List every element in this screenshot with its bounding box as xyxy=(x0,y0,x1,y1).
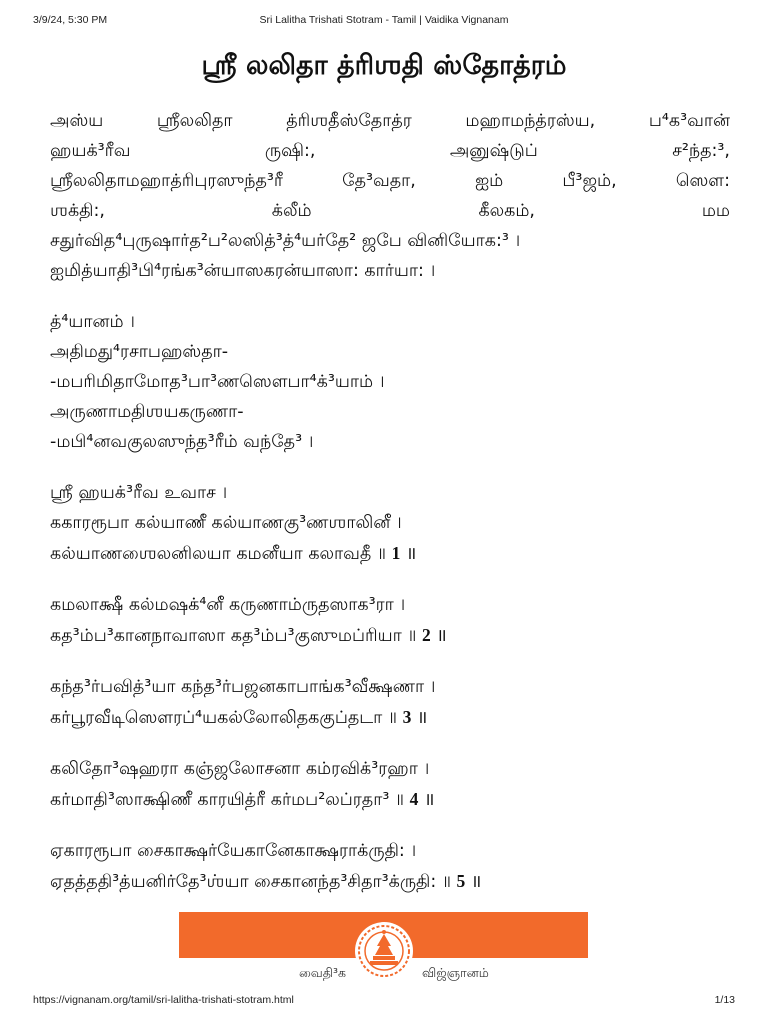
text-line: கமலாக்ஷீ கல்மஷக்⁴னீ கருணாம்ருதஸாக³ரா । xyxy=(50,595,406,615)
verse-1 xyxy=(50,478,730,569)
verse-text: கல்யாணஶைலனிலயா கமனீயா கலாவதீ ॥ xyxy=(50,544,387,564)
text-line: கல்யாணஶைலனிலயா கமனீயா கலாவதீ ॥ 1 ॥ xyxy=(50,543,417,564)
verse-4 xyxy=(50,754,730,815)
print-header xyxy=(33,14,735,30)
verse-number: 1 xyxy=(391,543,401,563)
verse-text: கர்பூரவீடிஸௌரப்⁴யகல்லோலிதககுப்தடா ॥ xyxy=(50,708,398,728)
text-line: அருணாமதிஶயகருணா- xyxy=(50,402,244,422)
text-line: ஶ்ரீ ஹயக்³ரீவ உவாச । xyxy=(50,483,228,503)
text-line: ஶ்ரீலலிதாமஹாத்ரிபுரஸுந்த³ரீ தே³வதா, ஐம் பீ³ஜம், ஸௌ: xyxy=(50,171,730,191)
stotram-content xyxy=(50,106,730,918)
source-url: https://vignanam.org/tamil/sri-lalitha-trishati-stotram.html xyxy=(33,994,294,1006)
text-line: கந்த³ர்பவித்³யா கந்த³ர்பஜனகாபாங்க³வீக்ஷணா । xyxy=(50,677,436,697)
logo-word-vaidika: வைதி³க xyxy=(298,965,346,980)
text-line: ககாரரூபா கல்யாணீ கல்யாணகு³ணஶாலினீ । xyxy=(50,513,402,533)
dhyanam-section xyxy=(50,307,730,457)
verse-number: 4 xyxy=(409,789,419,809)
text-line: த்⁴யானம் । xyxy=(50,312,135,332)
verse-number: 2 xyxy=(421,625,431,645)
verse-5 xyxy=(50,836,730,897)
text-line: அதிமது⁴ரசாபஹஸ்தா- xyxy=(50,342,229,362)
print-datetime: 3/9/24, 5:30 PM xyxy=(33,14,108,26)
page-number: 1/13 xyxy=(714,994,735,1006)
text-line: கலிதோ³ஷஹரா கஞ்ஜலோசனா கம்ரவிக்³ரஹா । xyxy=(50,759,430,779)
print-document-title: Sri Lalitha Trishati Stotram - Tamil | Vaidika Vignanam xyxy=(259,14,509,26)
text-line: -மபி⁴னவகுலஸுந்த³ரீம் வந்தே³ । xyxy=(50,432,314,452)
text-line: ஶக்தி:, க்லீம் கீலகம், மம xyxy=(50,201,730,221)
text-line: கர்பூரவீடிஸௌரப்⁴யகல்லோலிதககுப்தடா ॥ 3 ॥ xyxy=(50,707,428,728)
verse-text: ஏதத்ததி³த்யனிர்தே³ஶ்யா சைகானந்த³சிதா³க்ருதி: ॥ xyxy=(50,872,451,892)
text-line: கர்மாதி³ஸாக்ஷிணீ காரயித்ரீ கர்மப²லப்ரதா³ ॥ 4 ॥ xyxy=(50,789,435,810)
logo-word-vignanam: விஜ்ஞானம் xyxy=(422,965,489,980)
intro-paragraph xyxy=(50,106,730,286)
text-line: ஹயக்³ரீவ ருஷி:, அனுஷ்டுப் ச²ந்த:³, xyxy=(50,141,730,161)
text-line: அஸ்ய ஶ்ரீலலிதா த்ரிஶதீஸ்தோத்ர மஹாமந்த்ரஸ்ய, ப⁴க³வான் xyxy=(50,111,730,131)
text-line: -மபரிமிதாமோத³பா³ணஸௌபா⁴க்³யாம் । xyxy=(50,372,385,392)
text-line: ஐமித்யாதி³பி⁴ரங்க³ன்யாஸகரன்யாஸா: கார்யா: । xyxy=(50,261,436,281)
print-footer xyxy=(33,994,735,1010)
vaidika-vignanam-logo[interactable] xyxy=(179,912,588,1001)
verse-number: 3 xyxy=(402,707,412,727)
verse-number: 5 xyxy=(456,871,466,891)
temple-emblem-icon xyxy=(355,922,413,980)
verse-2 xyxy=(50,590,730,651)
text-line: ஏதத்ததி³த்யனிர்தே³ஶ்யா சைகானந்த³சிதா³க்ருதி: ॥ 5 ॥ xyxy=(50,871,482,892)
text-line: சதுர்வித⁴புருஷார்த²ப²லஸித்³த்⁴யர்தே² ஜபே வினியோக:³ । xyxy=(50,231,521,251)
page-title: ஶ்ரீ லலிதா த்ரிஶதி ஸ்தோத்ரம் xyxy=(201,50,567,81)
verse-text: கர்மாதி³ஸாக்ஷிணீ காரயித்ரீ கர்மப²லப்ரதா³ ॥ xyxy=(50,790,405,810)
text-line: ஏகாரரூபா சைகாக்ஷர்யேகானேகாக்ஷராக்ருதி: । xyxy=(50,841,417,861)
verse-3 xyxy=(50,672,730,733)
verse-text: கத³ம்ப³கானநாவாஸா கத³ம்ப³குஸுமப்ரியா ॥ xyxy=(50,626,417,646)
text-line: கத³ம்ப³கானநாவாஸா கத³ம்ப³குஸுமப்ரியா ॥ 2 ॥ xyxy=(50,625,447,646)
